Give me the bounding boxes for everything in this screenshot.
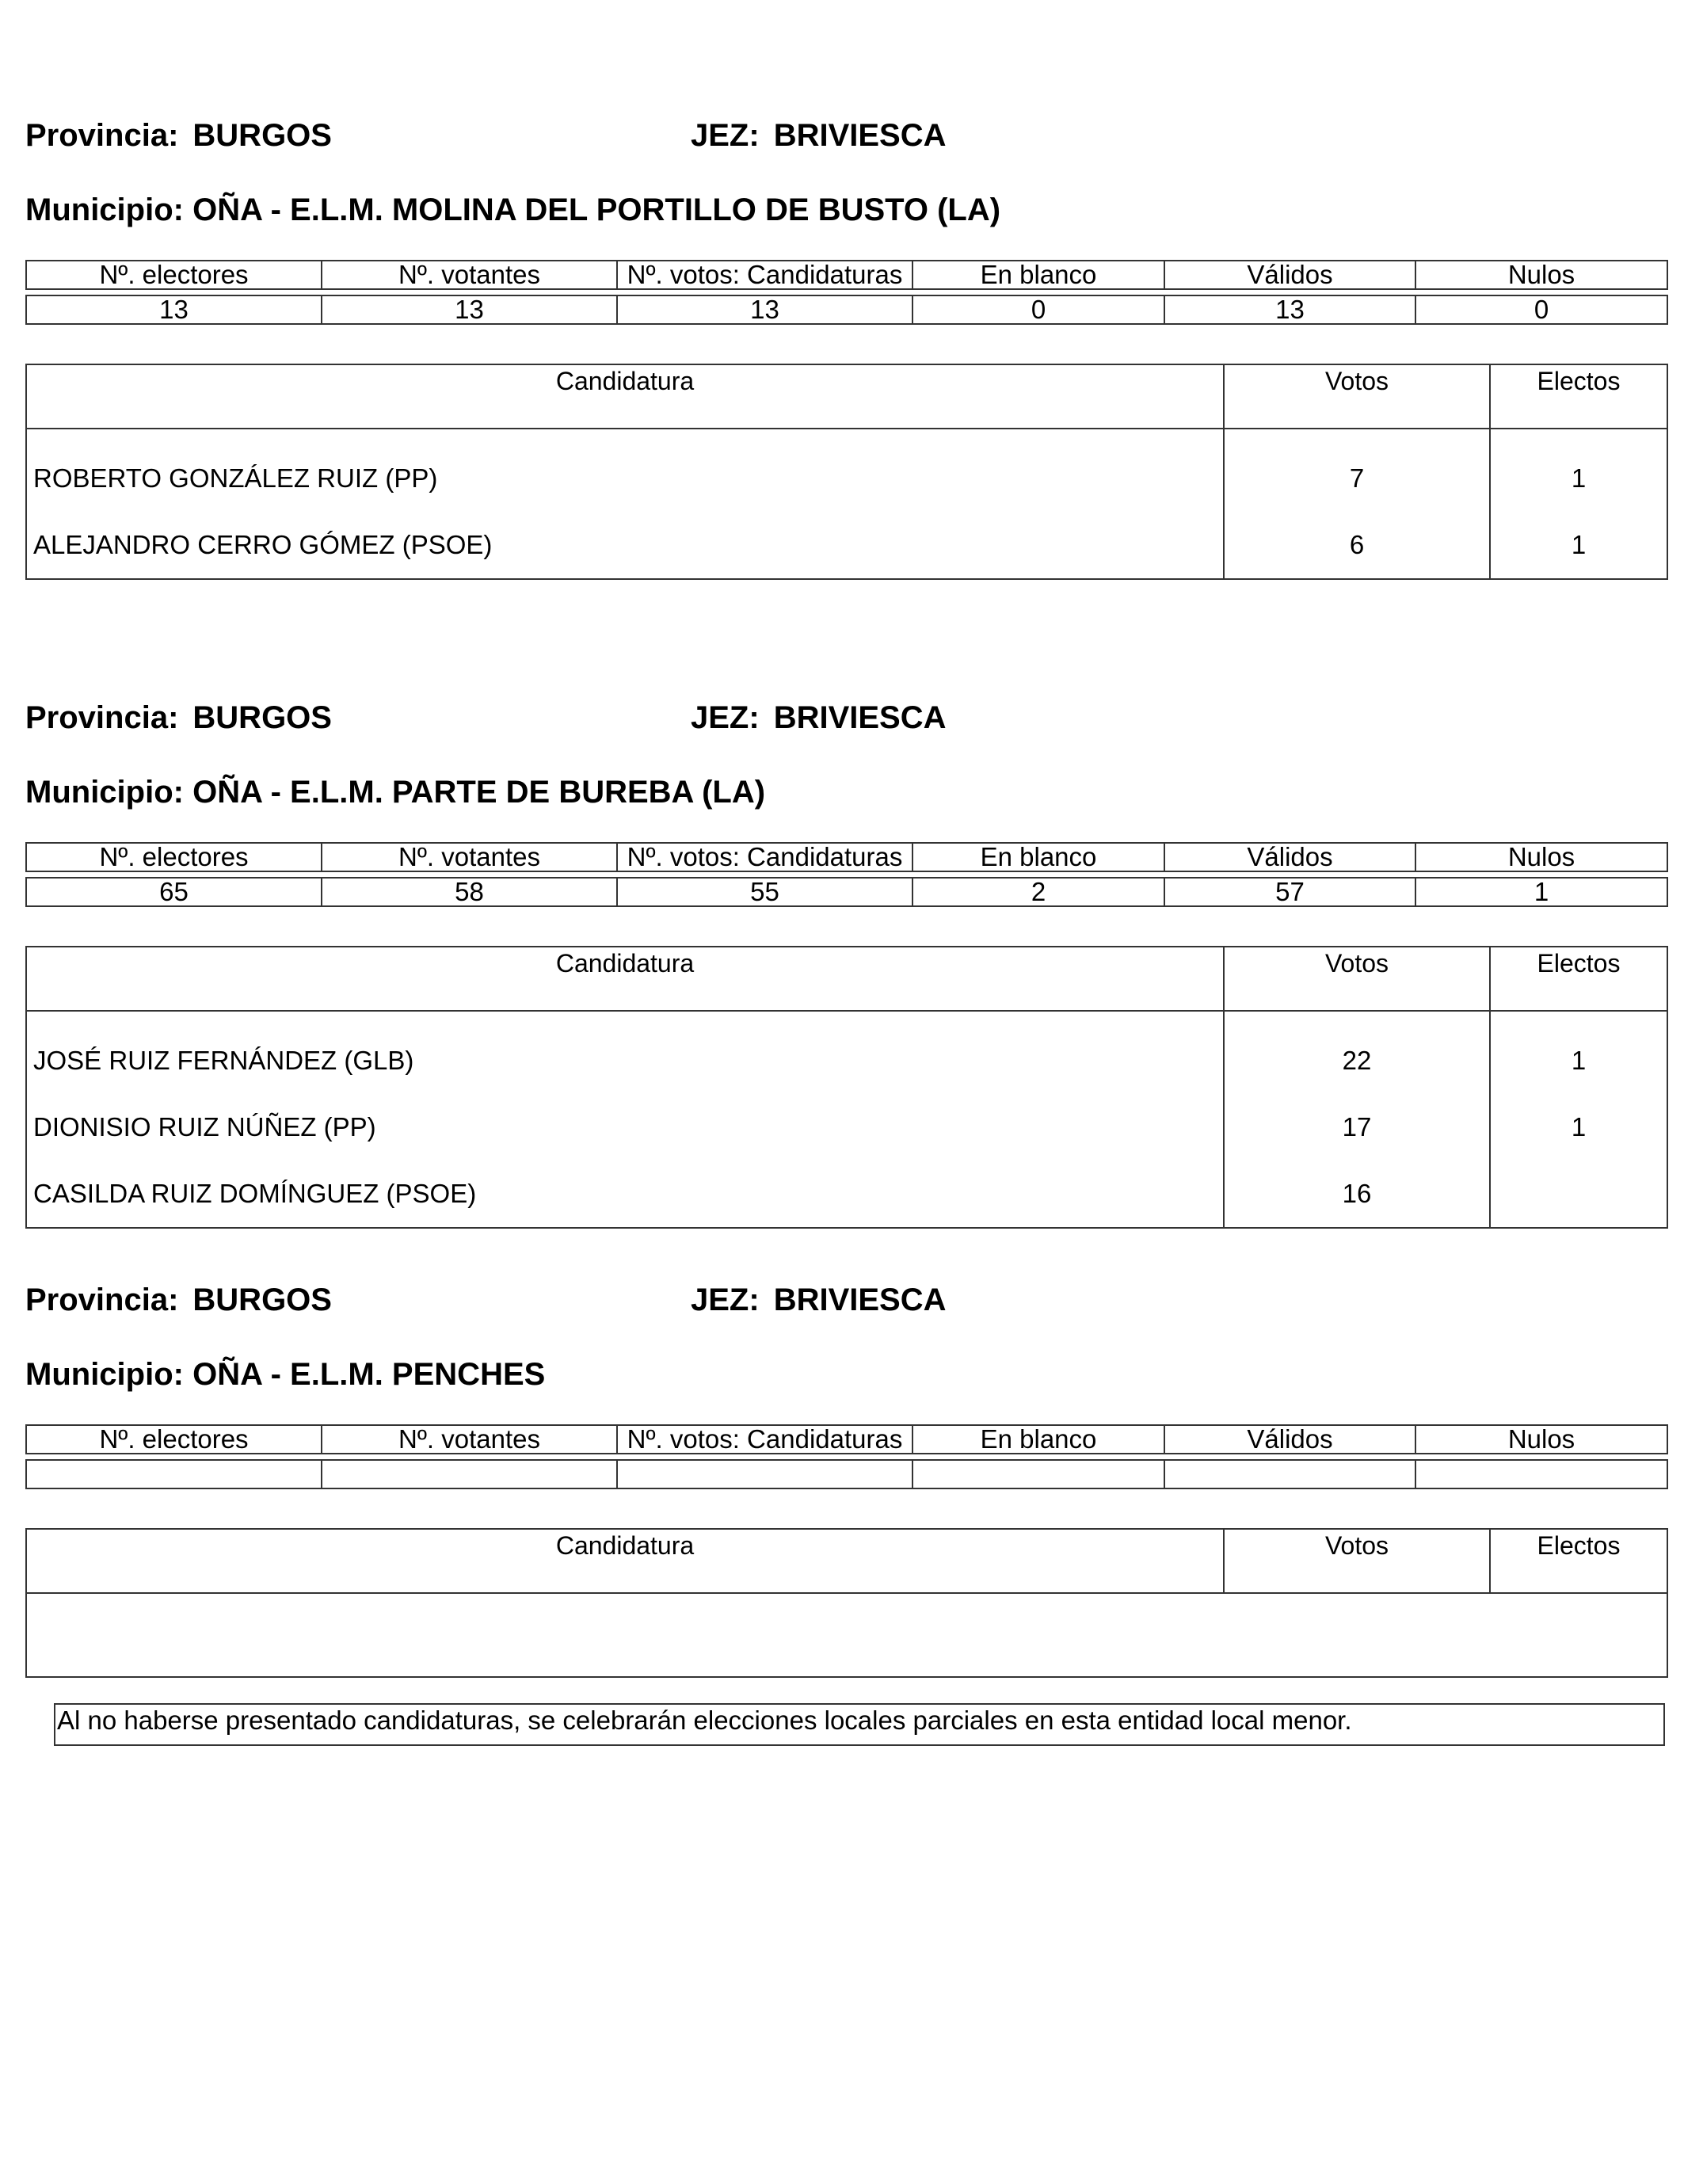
stats-header: Nº. votos: Candidaturas	[617, 1425, 912, 1454]
stats-header: Nº. votantes	[322, 843, 617, 871]
stats-value: 0	[1415, 295, 1667, 324]
jez-value: BRIVIESCA	[773, 700, 947, 735]
candidate-name: JOSÉ RUIZ FERNÁNDEZ (GLB)	[26, 1011, 1224, 1094]
jez-line	[691, 1281, 947, 1319]
municipio-line	[25, 773, 765, 811]
votos-header: Votos	[1224, 1529, 1490, 1593]
candidate-votos: 6	[1224, 512, 1490, 579]
jez-label: JEZ:	[691, 1283, 760, 1317]
stats-header: Nº. votantes	[322, 1425, 617, 1454]
stats-value	[322, 1460, 617, 1488]
municipio-line	[25, 191, 1000, 229]
votos-header: Votos	[1224, 364, 1490, 429]
jez-label: JEZ:	[691, 700, 760, 735]
candidate-name: CASILDA RUIZ DOMÍNGUEZ (PSOE)	[26, 1161, 1224, 1228]
stats-gap	[26, 871, 1667, 878]
section-molina	[25, 0, 1667, 570]
section-penches	[25, 1164, 1667, 1798]
electos-header: Electos	[1490, 364, 1667, 429]
municipio-label: Municipio:	[25, 1357, 184, 1392]
stats-value-row	[26, 1460, 1667, 1488]
stats-value	[26, 1460, 322, 1488]
stats-header-row	[26, 843, 1667, 871]
provincia-value: BURGOS	[192, 1283, 332, 1317]
stats-value: 58	[322, 878, 617, 906]
stats-header: En blanco	[912, 843, 1164, 871]
jez-line	[691, 116, 947, 154]
candidatura-header: Candidatura	[26, 364, 1224, 429]
stats-value: 13	[322, 295, 617, 324]
candidate-name: DIONISIO RUIZ NÚÑEZ (PP)	[26, 1094, 1224, 1161]
stats-header: Nº. electores	[26, 843, 322, 871]
municipio-line	[25, 1355, 545, 1393]
stats-value-row	[26, 295, 1667, 324]
empty-candidate-cell	[26, 1593, 1667, 1677]
provincia-line	[25, 116, 332, 154]
stats-header: En blanco	[912, 261, 1164, 289]
candidates-table	[25, 1528, 1668, 1678]
provincia-value: BURGOS	[192, 118, 332, 153]
stats-gap	[26, 289, 1667, 295]
stats-header: Nº. votos: Candidaturas	[617, 843, 912, 871]
notice-box: Al no haberse presentado candidaturas, se celebrarán elecciones locales parciales en esta entidad local menor.	[54, 1703, 1665, 1746]
candidate-row	[26, 1011, 1667, 1094]
jez-value: BRIVIESCA	[773, 118, 947, 153]
stats-header: Válidos	[1164, 261, 1415, 289]
stats-header: Válidos	[1164, 1425, 1415, 1454]
municipio-value: OÑA - E.L.M. MOLINA DEL PORTILLO DE BUSTO (LA)	[192, 192, 1001, 227]
stats-value: 57	[1164, 878, 1415, 906]
jez-line	[691, 699, 947, 737]
stats-value	[617, 1460, 912, 1488]
electos-header: Electos	[1490, 1529, 1667, 1593]
stats-header: Nº. votantes	[322, 261, 617, 289]
candidatura-header: Candidatura	[26, 947, 1224, 1011]
candidates-header-row	[26, 1529, 1667, 1593]
stats-table	[25, 1424, 1668, 1489]
stats-table	[25, 260, 1668, 325]
stats-header: Nº. votos: Candidaturas	[617, 261, 912, 289]
stats-header-row	[26, 1425, 1667, 1454]
candidatura-header: Candidatura	[26, 1529, 1224, 1593]
votos-header: Votos	[1224, 947, 1490, 1011]
candidate-row	[26, 1094, 1667, 1161]
stats-header: Nulos	[1415, 1425, 1667, 1454]
provincia-line	[25, 699, 332, 737]
candidate-votos: 17	[1224, 1094, 1490, 1161]
stats-header: En blanco	[912, 1425, 1164, 1454]
stats-value-row	[26, 878, 1667, 906]
stats-gap	[26, 1454, 1667, 1460]
candidate-votos: 7	[1224, 429, 1490, 512]
stats-header: Nulos	[1415, 843, 1667, 871]
stats-header: Válidos	[1164, 843, 1415, 871]
candidate-electos: 1	[1490, 512, 1667, 579]
stats-header-row	[26, 261, 1667, 289]
stats-value: 1	[1415, 878, 1667, 906]
provincia-line	[25, 1281, 332, 1319]
municipio-label: Municipio:	[25, 775, 184, 810]
jez-value: BRIVIESCA	[773, 1283, 947, 1317]
municipio-value: OÑA - E.L.M. PENCHES	[192, 1357, 546, 1392]
candidate-name: ROBERTO GONZÁLEZ RUIZ (PP)	[26, 429, 1224, 512]
stats-value	[912, 1460, 1164, 1488]
candidate-row	[26, 429, 1667, 512]
stats-header: Nulos	[1415, 261, 1667, 289]
jez-label: JEZ:	[691, 118, 760, 153]
provincia-label: Provincia:	[25, 1283, 179, 1317]
candidate-electos: 1	[1490, 1094, 1667, 1161]
stats-value	[1415, 1460, 1667, 1488]
stats-value: 13	[26, 295, 322, 324]
provincia-label: Provincia:	[25, 700, 179, 735]
provincia-label: Provincia:	[25, 118, 179, 153]
stats-value: 13	[1164, 295, 1415, 324]
stats-value: 13	[617, 295, 912, 324]
electos-header: Electos	[1490, 947, 1667, 1011]
stats-table	[25, 842, 1668, 907]
stats-header: Nº. electores	[26, 1425, 322, 1454]
provincia-value: BURGOS	[192, 700, 332, 735]
municipio-label: Municipio:	[25, 192, 184, 227]
stats-value: 65	[26, 878, 322, 906]
candidate-row	[26, 512, 1667, 579]
stats-value: 55	[617, 878, 912, 906]
candidate-electos: 1	[1490, 429, 1667, 512]
municipio-value: OÑA - E.L.M. PARTE DE BUREBA (LA)	[192, 775, 766, 810]
candidates-table	[25, 364, 1668, 580]
empty-candidate-row	[26, 1593, 1667, 1677]
candidate-votos: 16	[1224, 1161, 1490, 1228]
stats-value: 0	[912, 295, 1164, 324]
stats-value: 2	[912, 878, 1164, 906]
candidate-name: ALEJANDRO CERRO GÓMEZ (PSOE)	[26, 512, 1224, 579]
candidate-votos: 22	[1224, 1011, 1490, 1094]
stats-header: Nº. electores	[26, 261, 322, 289]
section-parte-de-bureba	[25, 582, 1667, 1216]
candidate-electos: 1	[1490, 1011, 1667, 1094]
candidates-header-row	[26, 947, 1667, 1011]
candidates-header-row	[26, 364, 1667, 429]
stats-value	[1164, 1460, 1415, 1488]
